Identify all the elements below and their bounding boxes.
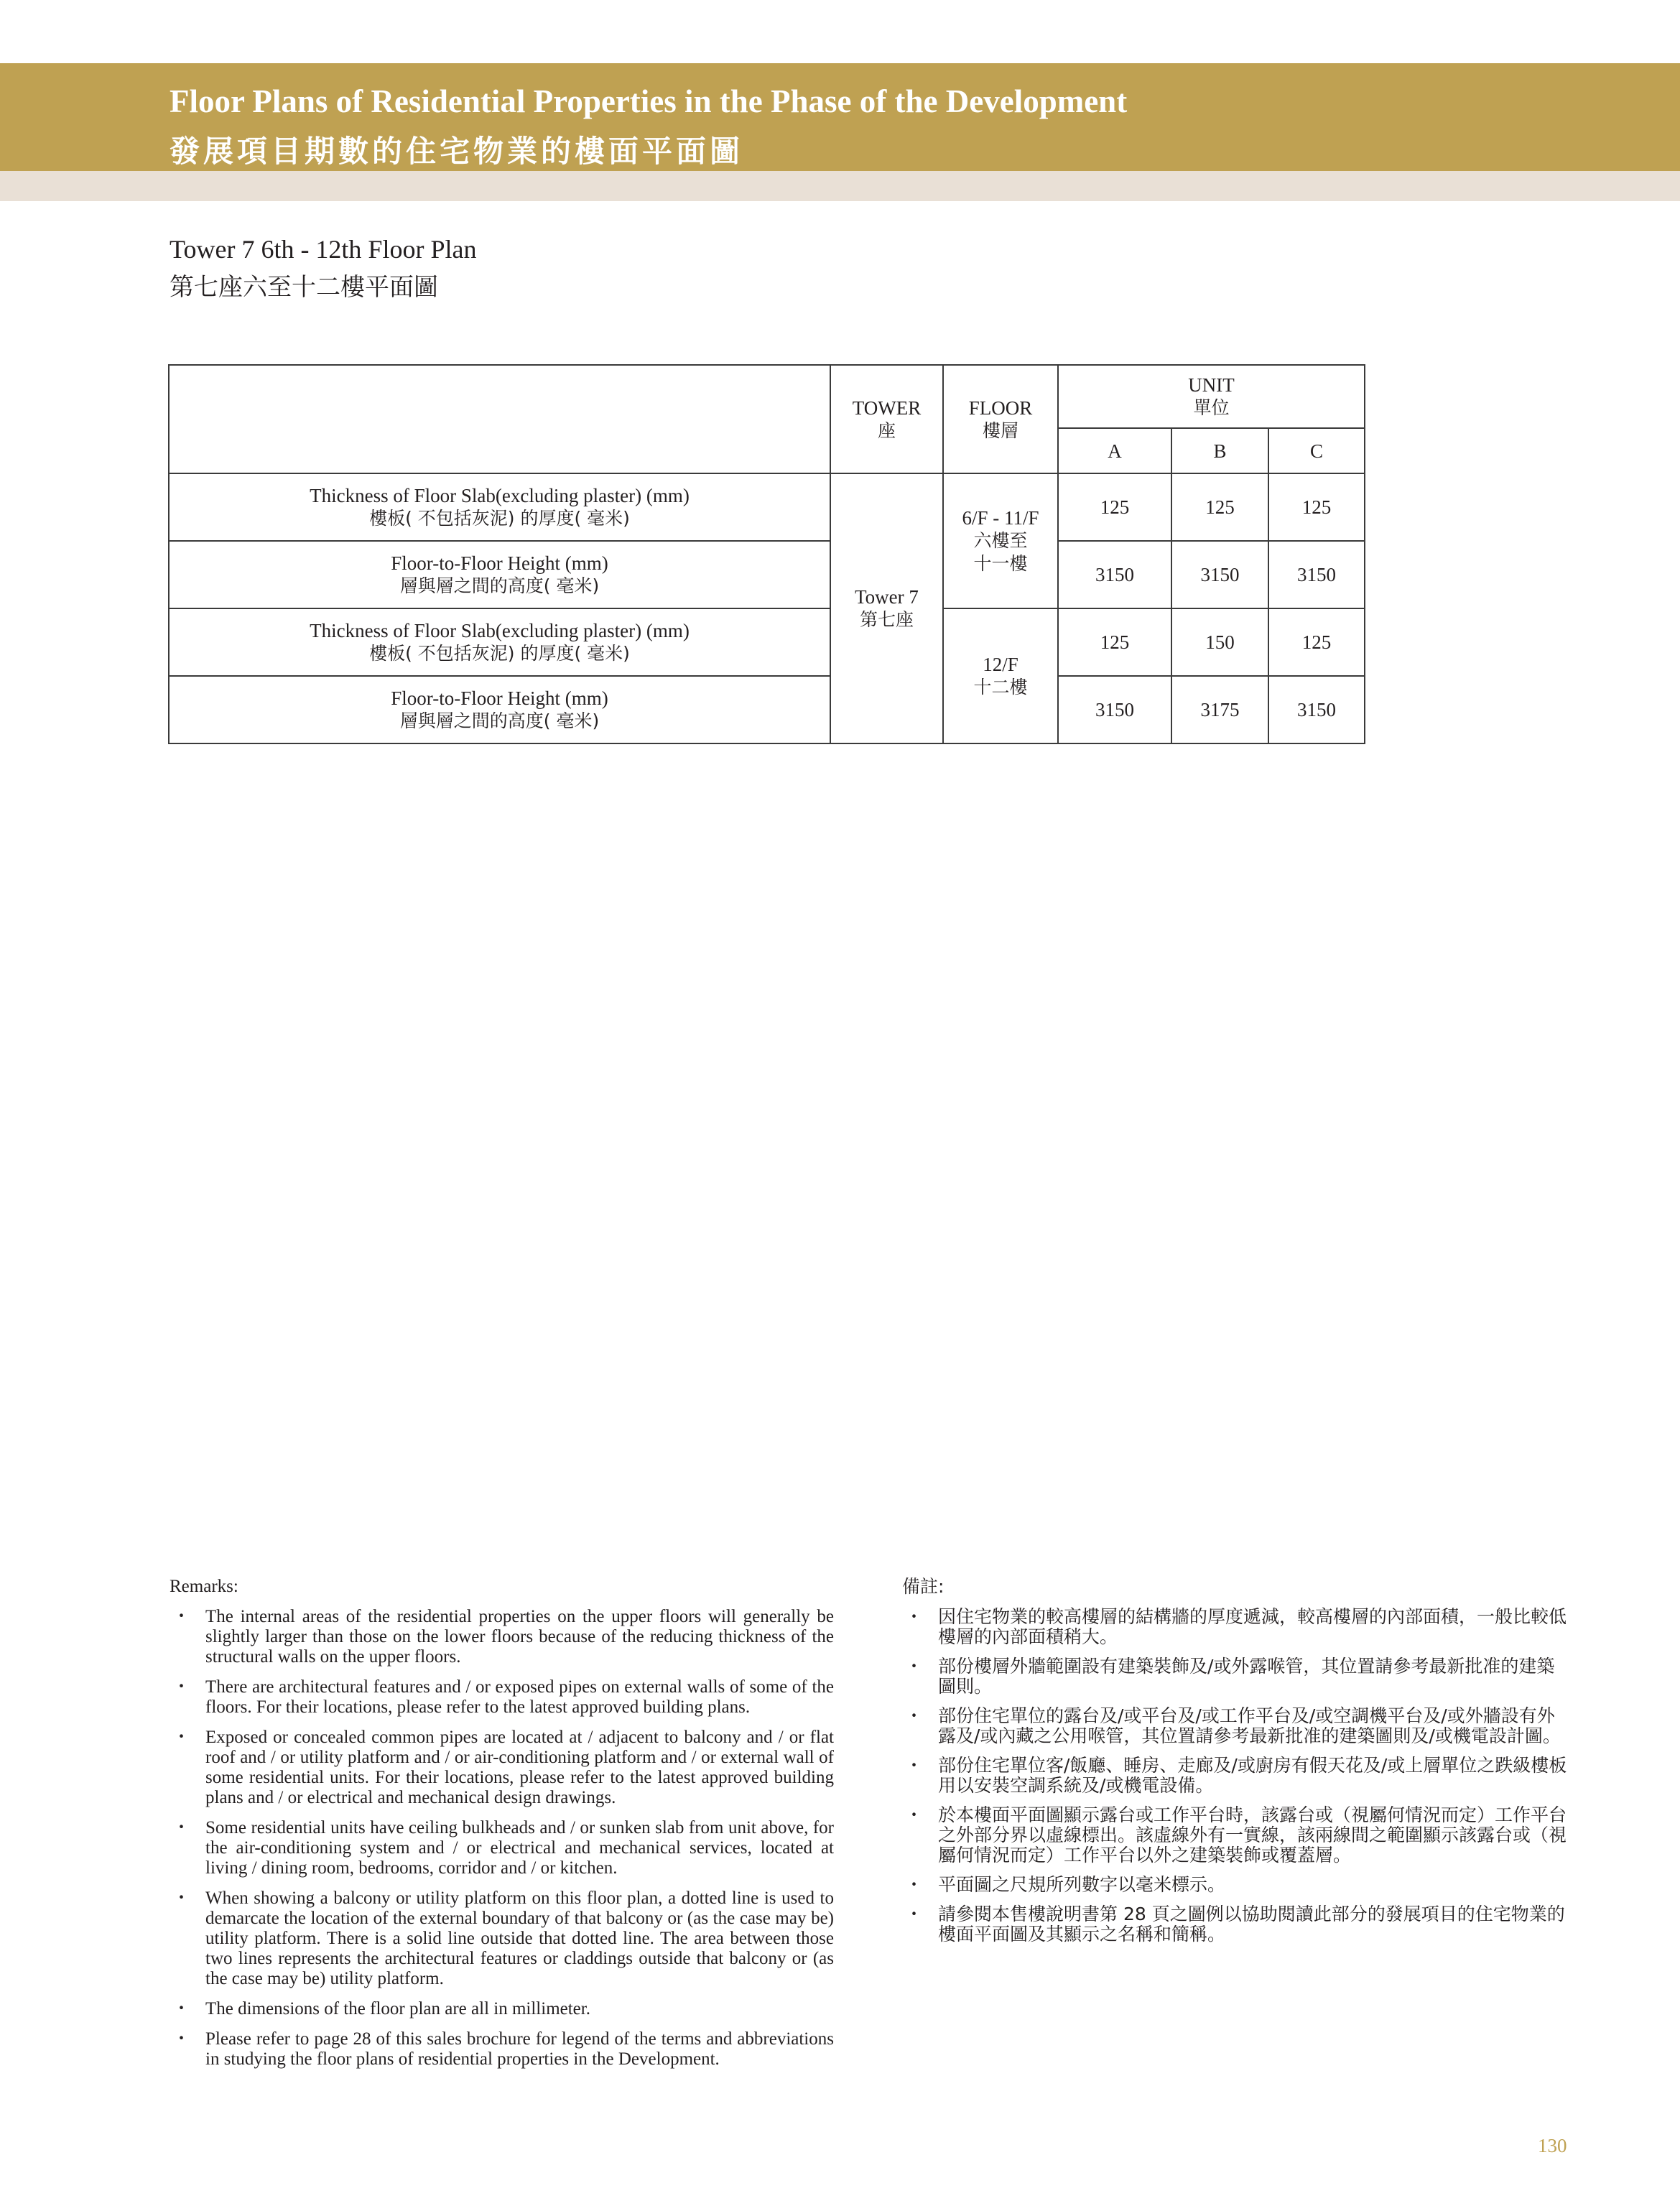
table-row — [169, 541, 1365, 608]
bullet-icon: ・ — [172, 1677, 191, 1697]
bullet-icon: ・ — [172, 1728, 191, 1747]
header-tower-en: TOWER — [852, 397, 922, 419]
header-floor-zh: 樓層 — [982, 420, 1018, 441]
section-subtitle-zh: 第七座六至十二樓平面圖 — [170, 273, 438, 302]
remarks-en — [170, 1577, 834, 2080]
floor-range-zh-line1: 十二樓 — [973, 677, 1028, 698]
header-blank-cell — [169, 365, 830, 473]
bullet-icon: ・ — [905, 1874, 924, 1895]
bullet-icon: ・ — [172, 1888, 191, 1908]
tower-name-en: Tower 7 — [855, 586, 919, 608]
section-subtitle-en: Tower 7 6th - 12th Floor Plan — [170, 235, 477, 264]
tower-cell — [830, 473, 943, 743]
remark-text: 部份住宅單位客/飯廳、睡房、走廊及/或廚房有假天花及/或上層單位之跌級樓板用以安裝空調系統及/或機電設備。 — [938, 1755, 1567, 1796]
row-label-en: Floor-to-Floor Height (mm) — [391, 552, 608, 574]
row-label — [169, 676, 830, 743]
row-label-en: Thickness of Floor Slab(excluding plaster) (mm) — [310, 620, 690, 641]
list-item — [902, 1656, 1569, 1697]
value-cell-a: 125 — [1058, 608, 1171, 676]
floor-range-zh-line1: 六樓至 — [973, 530, 1028, 551]
row-label-zh: 層與層之間的高度( 毫米) — [399, 575, 600, 596]
bullet-icon: ・ — [172, 1607, 191, 1626]
bullet-icon: ・ — [905, 1705, 924, 1726]
remarks-zh — [902, 1577, 1569, 1954]
remark-text: When showing a balcony or utility platform on this floor plan, a dotted line is used to demarcate the location of the external boundary of that balcony or (as the case may be) utility platform. There is a solid line outside that dotted line. The area between those two lines represents the architectural features or claddings outside that balcony or (as the case may be) utility platform. — [205, 1888, 834, 1988]
remarks-list-zh — [902, 1607, 1569, 1945]
value-cell-c: 125 — [1268, 473, 1365, 541]
remark-text: Please refer to page 28 of this sales brochure for legend of the terms and abbreviations in studying the floor plans of residential properties in the Development. — [205, 2029, 834, 2069]
header-unit — [1058, 365, 1365, 428]
bullet-icon: ・ — [905, 1606, 924, 1627]
header-floor — [943, 365, 1058, 473]
bullet-icon: ・ — [905, 1656, 924, 1677]
unit-header-c: C — [1268, 428, 1365, 473]
bullet-icon: ・ — [172, 1999, 191, 2019]
value-cell-c: 125 — [1268, 608, 1365, 676]
list-item — [170, 2029, 834, 2070]
remark-text: 部份樓層外牆範圍設有建築裝飾及/或外露喉管，其位置請參考最新批准的建築圖則。 — [938, 1656, 1555, 1697]
bullet-icon: ・ — [905, 1804, 924, 1825]
table-row — [169, 608, 1365, 676]
floor-cell — [943, 608, 1058, 743]
floor-range-en: 6/F - 11/F — [962, 507, 1039, 529]
value-cell-a: 125 — [1058, 473, 1171, 541]
value-cell-c: 3150 — [1268, 676, 1365, 743]
value-cell-b: 3150 — [1171, 541, 1268, 608]
row-label-en: Thickness of Floor Slab(excluding plaster) (mm) — [310, 485, 690, 506]
value-cell-a: 3150 — [1058, 541, 1171, 608]
page-number: 130 — [1538, 2135, 1567, 2156]
list-item — [170, 1888, 834, 1989]
remark-text: The dimensions of the floor plan are all in millimeter. — [205, 1999, 590, 2019]
row-label-en: Floor-to-Floor Height (mm) — [391, 687, 608, 709]
header-unit-en: UNIT — [1188, 374, 1235, 396]
header-floor-en: FLOOR — [968, 397, 1033, 419]
remark-text: 部份住宅單位的露台及/或平台及/或工作平台及/或空調機平台及/或外牆設有外露及/或內藏之公用喉管，其位置請參考最新批准的建築圖則及/或機電設計圖。 — [938, 1705, 1561, 1746]
page-title-en: Floor Plans of Residential Properties in the Phase of the Development — [170, 83, 1128, 119]
unit-header-b: B — [1171, 428, 1268, 473]
floor-range-en: 12/F — [983, 654, 1018, 675]
page-title-zh: 發展項目期數的住宅物業的樓面平面圖 — [170, 134, 744, 169]
bullet-icon: ・ — [172, 1818, 191, 1837]
list-item — [902, 1904, 1569, 1945]
list-item — [170, 1999, 834, 2019]
list-item — [902, 1805, 1569, 1866]
remarks-title-en: Remarks: — [170, 1577, 238, 1596]
remark-text: 請參閱本售樓說明書第 28 頁之圖例以協助閱讀此部分的發展項目的住宅物業的樓面平面圖及其顯示之名稱和簡稱。 — [938, 1904, 1565, 1945]
remark-text: Exposed or concealed common pipes are located at / adjacent to balcony and / or flat roof and / or utility platform and / or air-conditioning platform and / or external wall of some residential units. For their locations, please refer to the latest approved building plans and / or electrical and mechanical design drawings. — [205, 1728, 834, 1807]
list-item — [902, 1875, 1569, 1895]
remarks-list-en — [170, 1607, 834, 2070]
unit-header-a: A — [1058, 428, 1171, 473]
row-label — [169, 473, 830, 541]
list-item — [170, 1607, 834, 1667]
floor-spec-table — [168, 364, 1365, 744]
header-tower — [830, 365, 943, 473]
value-cell-b: 3175 — [1171, 676, 1268, 743]
remark-text: 於本樓面平面圖顯示露台或工作平台時，該露台或（視屬何情況而定）工作平台之外部分界以虛線標出。該虛線外有一實線，該兩線間之範圍顯示該露台或（視屬何情況而定）工作平台以外之建築裝飾或覆蓋層。 — [938, 1804, 1567, 1866]
remark-text: There are architectural features and / or exposed pipes on external walls of some of the floors. For their locations, please refer to the latest approved building plans. — [205, 1677, 834, 1717]
floor-cell — [943, 473, 1058, 608]
remark-text: 平面圖之尺規所列數字以毫米標示。 — [938, 1874, 1226, 1895]
header-unit-zh: 單位 — [1193, 397, 1230, 418]
value-cell-a: 3150 — [1058, 676, 1171, 743]
value-cell-b: 125 — [1171, 473, 1268, 541]
value-cell-c: 3150 — [1268, 541, 1365, 608]
row-label-zh: 層與層之間的高度( 毫米) — [399, 710, 600, 731]
bullet-icon: ・ — [905, 1904, 924, 1924]
bullet-icon: ・ — [172, 2029, 191, 2049]
remark-text: 因住宅物業的較高樓層的結構牆的厚度遞減，較高樓層的內部面積，一般比較低樓層的內部面積稍大。 — [938, 1606, 1567, 1647]
list-item — [170, 1728, 834, 1808]
header-strip — [0, 171, 1680, 201]
list-item — [902, 1706, 1569, 1746]
list-item — [170, 1677, 834, 1718]
floor-range-zh-line2: 十一樓 — [973, 553, 1028, 574]
list-item — [902, 1607, 1569, 1647]
row-label — [169, 608, 830, 676]
list-item — [902, 1756, 1569, 1796]
bullet-icon: ・ — [905, 1755, 924, 1776]
remarks-title-zh: 備註: — [902, 1576, 945, 1597]
remark-text: The internal areas of the residential properties on the upper floors will generally be slightly larger than those on the lower floors because of the reducing thickness of the structural walls on the upper floors. — [205, 1607, 834, 1667]
remark-text: Some residential units have ceiling bulkheads and / or sunken slab from unit above, for the air-conditioning system and / or electrical and mechanical services, located at living / dining room, bedrooms, corridor and / or kitchen. — [205, 1818, 834, 1878]
header-tower-zh: 座 — [877, 420, 896, 441]
list-item — [170, 1818, 834, 1878]
table-row — [169, 473, 1365, 541]
row-label-zh: 樓板( 不包括灰泥) 的厚度( 毫米) — [369, 508, 630, 529]
table-row — [169, 676, 1365, 743]
tower-name-zh: 第七座 — [859, 609, 914, 630]
value-cell-b: 150 — [1171, 608, 1268, 676]
row-label-zh: 樓板( 不包括灰泥) 的厚度( 毫米) — [369, 643, 630, 664]
row-label — [169, 541, 830, 608]
